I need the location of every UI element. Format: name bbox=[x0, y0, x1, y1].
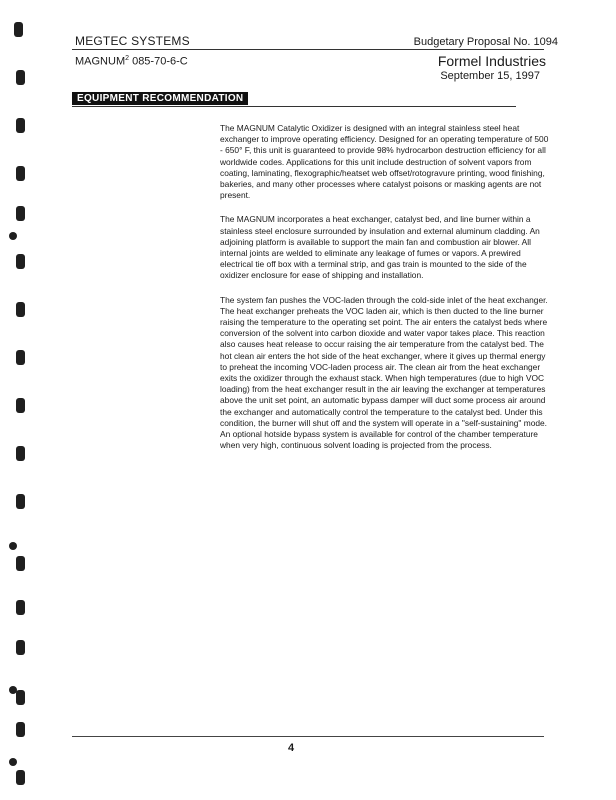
paragraph-construction: The MAGNUM incorporates a heat exchanger, catalyst bed, and line burner within a stainless steel enclosure surrounded by insulation and external aluminum cladding. An adjoining platform is available to support the main fan and combustion air blower. All internal joints are welded to eliminate any leakage of fumes or vapors. A prewired electrical tie off box with a terminal strip, and gas train is mounted to the side of the oxidizer enclosure for ease of shipping and installation. bbox=[220, 214, 540, 281]
model-superscript: 2 bbox=[125, 55, 130, 62]
client-name: Formel Industries bbox=[437, 53, 546, 69]
binder-hole bbox=[16, 302, 25, 317]
model-number bbox=[75, 55, 188, 68]
paragraph-overview: The MAGNUM Catalytic Oxidizer is designed with an integral stainless steel heat exchanger to improve operating efficiency. Designed for an operating temperature of 500 - 650° F, this unit is guaranteed to provide 98% hydrocarbon destruction efficiency for all worldwide codes. Applications for this unit include destruction of solvent vapors from coating, laminating, flexographic/heatset web offset/rotogravure printing, wood finishing, bakeries, and many other processes where catalyst poisons or masking agents are not present. bbox=[220, 123, 549, 201]
binder-hole bbox=[16, 640, 25, 655]
binder-hole bbox=[16, 350, 25, 365]
proposal-number: Budgetary Proposal No. 1094 bbox=[413, 36, 558, 48]
binder-hole bbox=[16, 722, 25, 737]
binder-hole bbox=[16, 770, 25, 785]
binder-hole bbox=[16, 446, 25, 461]
section-heading: EQUIPMENT RECOMMENDATION bbox=[72, 92, 248, 105]
binder-hole bbox=[16, 398, 25, 413]
proposal-date: September 15, 1997 bbox=[440, 70, 540, 82]
binder-hole-strip bbox=[0, 0, 40, 800]
binder-hole bbox=[16, 118, 25, 133]
model-suffix: 085-70-6-C bbox=[129, 55, 188, 68]
body-text bbox=[220, 123, 550, 464]
binder-hole bbox=[9, 542, 17, 550]
header-divider bbox=[72, 49, 544, 50]
binder-hole bbox=[9, 232, 17, 240]
company-name: MEGTEC SYSTEMS bbox=[75, 34, 190, 48]
binder-hole bbox=[16, 206, 25, 221]
paragraph-operation: The system fan pushes the VOC-laden through the cold-side inlet of the heat exchanger. The heat exchanger preheats the VOC laden air, which is then ducted to the line burner raising the temperature to the operating set point. The air enters the catalyst beds where conversion of the solvent into carbon dioxide and water vapor takes place. This reaction also causes heat release to occur raising the air temperature from the catalyst bed. The hot clean air enters the hot side of the heat exchanger, where it gives up thermal energy to preheat the incoming VOC-laden process air. The clean air from the heat exchanger exits the oxidizer through the exhaust stack. When high temperatures (due to high VOC loading) from the heat exchanger result in the air leaving the exchanger at temperatures above the unit set point, an automatic bypass damper will duct some process air around the exchanger and automatically control the temperature to the catalyst bed. Under this condition, the burner will shut off and the system will operate in a "self-sustaining" mode. An optional hotside bypass system is available for control of the chamber temperature when very high, continuous solvent loading is projected from the process. bbox=[220, 294, 548, 451]
binder-hole bbox=[9, 758, 17, 766]
binder-hole bbox=[16, 254, 25, 269]
binder-hole bbox=[16, 690, 25, 705]
binder-hole bbox=[16, 166, 25, 181]
footer-divider bbox=[72, 736, 544, 737]
binder-hole bbox=[16, 494, 25, 509]
binder-hole bbox=[14, 22, 23, 37]
binder-hole bbox=[16, 556, 25, 571]
binder-hole bbox=[16, 600, 25, 615]
binder-hole bbox=[16, 70, 25, 85]
model-prefix: MAGNUM bbox=[75, 55, 126, 68]
page-number: 4 bbox=[288, 742, 295, 754]
section-divider bbox=[72, 106, 516, 107]
